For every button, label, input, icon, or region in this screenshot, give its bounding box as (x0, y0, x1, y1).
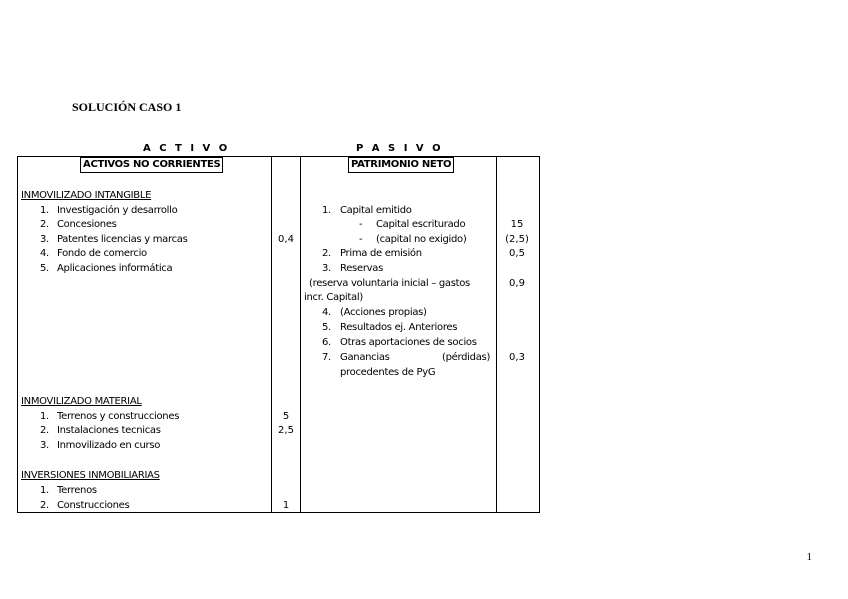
list-item-label: Capital escriturado (376, 219, 466, 230)
section-heading-intangible: INMOVILIZADO INTANGIBLE (21, 190, 152, 201)
list-item-label: Ganancias (340, 352, 390, 363)
list-item-label: Resultados ej. Anteriores (340, 322, 458, 333)
list-item-number: 3. (322, 263, 331, 274)
list-item-number: 4. (40, 248, 49, 259)
list-item-number: 7. (322, 352, 331, 363)
item-value: 2,5 (278, 425, 294, 436)
reserva-note-line: (reserva voluntaria inicial – gastos (309, 278, 470, 289)
list-item-label: Instalaciones tecnicas (57, 425, 161, 436)
list-item-number: 1. (322, 205, 331, 216)
list-item-number: 3. (40, 234, 49, 245)
item-value: 1 (282, 500, 290, 511)
list-item-number: 2. (40, 500, 49, 511)
item-value: 0,5 (509, 248, 525, 259)
list-item-number: 1. (40, 411, 49, 422)
activo-header: A C T I V O (143, 143, 230, 154)
reserva-note-line: incr. Capital) (304, 292, 363, 303)
list-item-label: Reservas (340, 263, 383, 274)
page-number: 1 (806, 551, 812, 563)
item-value: 5 (282, 411, 290, 422)
list-item-number: 5. (40, 263, 49, 274)
column-divider (271, 157, 272, 512)
item-value: 0,4 (278, 234, 294, 245)
column-divider (496, 157, 497, 512)
list-item-label: Otras aportaciones de socios (340, 337, 477, 348)
item-value: 0,3 (509, 352, 525, 363)
section-heading-inversiones: INVERSIONES INMOBILIARIAS (21, 470, 160, 481)
list-item-label: (capital no exigido) (376, 234, 467, 245)
list-item-label: (Acciones propias) (340, 307, 427, 318)
list-item-label: Terrenos y construcciones (57, 411, 180, 422)
list-item-label: Investigación y desarrollo (57, 205, 178, 216)
list-item-number: 1. (40, 485, 49, 496)
pasivo-header: P A S I V O (356, 143, 444, 154)
section-heading-material: INMOVILIZADO MATERIAL (21, 396, 142, 407)
list-item-number: 1. (40, 205, 49, 216)
list-item-label: Inmovilizado en curso (57, 440, 161, 451)
item-value: 15 (510, 219, 524, 230)
list-item-number: 2. (40, 425, 49, 436)
list-item-number: 4. (322, 307, 331, 318)
column-divider (300, 157, 301, 512)
list-item-label: Patentes licencias y marcas (57, 234, 188, 245)
list-item-number: 2. (40, 219, 49, 230)
list-item-label: Construcciones (57, 500, 130, 511)
list-item-number: 2. (322, 248, 331, 259)
patrimonio-neto-heading: PATRIMONIO NETO (348, 157, 454, 173)
list-item-label: Terrenos (57, 485, 97, 496)
balance-table (17, 156, 540, 513)
list-item-label: procedentes de PyG (340, 367, 436, 378)
page-title: SOLUCIÓN CASO 1 (72, 100, 182, 114)
sublist-dash: - (359, 219, 363, 230)
list-item-number: 6. (322, 337, 331, 348)
list-item-number: 3. (40, 440, 49, 451)
item-value: 0,9 (509, 278, 525, 289)
list-item-label: (pérdidas) (442, 352, 491, 363)
activos-no-corrientes-heading: ACTIVOS NO CORRIENTES (80, 157, 223, 173)
list-item-number: 5. (322, 322, 331, 333)
list-item-label: Fondo de comercio (57, 248, 147, 259)
list-item-label: Concesiones (57, 219, 117, 230)
list-item-label: Prima de emisión (340, 248, 422, 259)
sublist-dash: - (359, 234, 363, 245)
list-item-label: Aplicaciones informática (57, 263, 173, 274)
list-item-label: Capital emitido (340, 205, 412, 216)
item-value: (2,5) (505, 234, 529, 245)
